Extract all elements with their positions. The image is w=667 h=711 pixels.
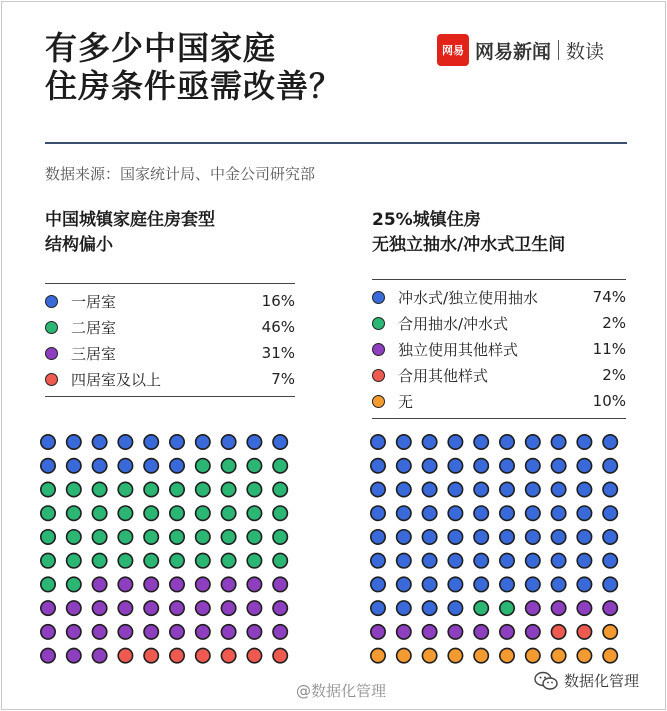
waffle-dot-二居室: [67, 482, 81, 496]
waffle-dot-冲水式/独立使用抽水: [474, 435, 488, 449]
waffle-dot-二居室: [41, 553, 55, 567]
legend-item: [45, 314, 295, 340]
header-divider: [45, 142, 627, 144]
legend-label: 无: [398, 392, 414, 411]
waffle-dot-冲水式/独立使用抽水: [526, 482, 540, 496]
legend-value: 16%: [261, 292, 295, 310]
legend-swatch: [372, 369, 385, 382]
waffle-dot-冲水式/独立使用抽水: [371, 482, 385, 496]
waffle-dot-一居室: [92, 459, 106, 473]
waffle-dot-冲水式/独立使用抽水: [448, 601, 462, 615]
legend-label: 四居室及以上: [71, 370, 162, 389]
waffle-dot-冲水式/独立使用抽水: [397, 601, 411, 615]
waffle-dot-三居室: [144, 601, 158, 615]
waffle-dot-冲水式/独立使用抽水: [448, 530, 462, 544]
waffle-dot-二居室: [92, 553, 106, 567]
waffle-dot-冲水式/独立使用抽水: [500, 435, 514, 449]
waffle-dot-二居室: [221, 506, 235, 520]
waffle-dot-二居室: [170, 553, 184, 567]
waffle-dot-无: [371, 648, 385, 662]
waffle-dot-冲水式/独立使用抽水: [500, 482, 514, 496]
waffle-dot-二居室: [170, 506, 184, 520]
waffle-dot-二居室: [41, 530, 55, 544]
waffle-dot-独立使用其他样式: [448, 625, 462, 639]
waffle-dot-三居室: [118, 577, 132, 591]
waffle-dot-二居室: [221, 553, 235, 567]
waffle-dot-无: [603, 625, 617, 639]
waffle-dot-二居室: [67, 506, 81, 520]
waffle-dot-冲水式/独立使用抽水: [577, 435, 591, 449]
legend-label: 合用抽水/冲水式: [398, 314, 509, 333]
waffle-dot-一居室: [273, 435, 287, 449]
waffle-dot-冲水式/独立使用抽水: [603, 435, 617, 449]
waffle-dot-二居室: [196, 553, 210, 567]
waffle-dot-一居室: [144, 435, 158, 449]
legend-value: 46%: [261, 318, 295, 336]
waffle-dot-冲水式/独立使用抽水: [448, 482, 462, 496]
waffle-dot-无: [603, 648, 617, 662]
legend-label: 二居室: [71, 318, 117, 337]
legend-item: [372, 336, 626, 362]
waffle-dot-二居室: [41, 506, 55, 520]
waffle-dot-二居室: [221, 530, 235, 544]
waffle-dot-独立使用其他样式: [551, 601, 565, 615]
waffle-dot-合用抽水/冲水式: [500, 601, 514, 615]
waffle-dot-二居室: [273, 459, 287, 473]
waffle-dot-四居室及以上: [170, 648, 184, 662]
waffle-dot-二居室: [221, 482, 235, 496]
legend-item: [45, 366, 295, 392]
waffle-dot-二居室: [41, 482, 55, 496]
waffle-dot-三居室: [41, 625, 55, 639]
waffle-dot-二居室: [247, 553, 261, 567]
waffle-dot-冲水式/独立使用抽水: [603, 506, 617, 520]
waffle-dot-三居室: [273, 625, 287, 639]
waffle-dot-冲水式/独立使用抽水: [422, 553, 436, 567]
waffle-dot-独立使用其他样式: [526, 625, 540, 639]
legend-item: [372, 310, 626, 336]
waffle-dot-三居室: [247, 601, 261, 615]
waffle-dot-无: [577, 648, 591, 662]
waffle-dot-冲水式/独立使用抽水: [474, 530, 488, 544]
waffle-dot-冲水式/独立使用抽水: [422, 530, 436, 544]
left-title-line-1: 中国城镇家庭住房套型: [45, 210, 215, 230]
waffle-dot-冲水式/独立使用抽水: [526, 506, 540, 520]
waffle-dot-冲水式/独立使用抽水: [526, 577, 540, 591]
waffle-dot-冲水式/独立使用抽水: [526, 435, 540, 449]
waffle-dot-冲水式/独立使用抽水: [371, 553, 385, 567]
legend-swatch: [45, 347, 58, 360]
waffle-dot-二居室: [196, 530, 210, 544]
waffle-dot-二居室: [273, 506, 287, 520]
waffle-dot-三居室: [170, 577, 184, 591]
waffle-dot-二居室: [247, 482, 261, 496]
waffle-dot-一居室: [67, 435, 81, 449]
waffle-dot-合用抽水/冲水式: [474, 601, 488, 615]
waffle-dot-三居室: [67, 601, 81, 615]
left-legend: [45, 283, 295, 397]
waffle-dot-三居室: [144, 625, 158, 639]
waffle-dot-三居室: [247, 625, 261, 639]
left-panel-title: [45, 208, 215, 258]
waffle-dot-二居室: [118, 506, 132, 520]
brand-name: 网易新闻: [475, 40, 552, 63]
waffle-dot-独立使用其他样式: [474, 625, 488, 639]
waffle-dot-无: [500, 648, 514, 662]
right-waffle-chart: [366, 430, 628, 675]
waffle-dot-四居室及以上: [247, 648, 261, 662]
legend-item: [45, 340, 295, 366]
waffle-dot-冲水式/独立使用抽水: [500, 530, 514, 544]
brand: [437, 33, 604, 67]
waffle-dot-冲水式/独立使用抽水: [397, 553, 411, 567]
waffle-dot-三居室: [67, 648, 81, 662]
waffle-dot-四居室及以上: [118, 648, 132, 662]
netease-logo-icon: 网易: [437, 34, 469, 66]
waffle-dot-冲水式/独立使用抽水: [397, 459, 411, 473]
waffle-dot-冲水式/独立使用抽水: [371, 577, 385, 591]
waffle-dot-二居室: [144, 553, 158, 567]
legend-swatch: [372, 395, 385, 408]
waffle-dot-冲水式/独立使用抽水: [526, 459, 540, 473]
waffle-dot-冲水式/独立使用抽水: [577, 482, 591, 496]
waffle-dot-三居室: [118, 601, 132, 615]
legend-item: [45, 288, 295, 314]
waffle-dot-无: [422, 648, 436, 662]
waffle-dot-无: [474, 648, 488, 662]
waffle-dot-二居室: [118, 553, 132, 567]
waffle-dot-独立使用其他样式: [603, 601, 617, 615]
waffle-dot-一居室: [67, 459, 81, 473]
legend-value: 31%: [261, 344, 295, 362]
waffle-dot-冲水式/独立使用抽水: [397, 435, 411, 449]
waffle-dot-一居室: [92, 435, 106, 449]
wechat-label: 数据化管理: [564, 672, 640, 690]
waffle-dot-无: [397, 648, 411, 662]
waffle-dot-一居室: [170, 459, 184, 473]
waffle-dot-一居室: [41, 435, 55, 449]
legend-swatch: [372, 317, 385, 330]
waffle-dot-冲水式/独立使用抽水: [577, 506, 591, 520]
waffle-dot-独立使用其他样式: [577, 601, 591, 615]
waffle-dot-冲水式/独立使用抽水: [474, 553, 488, 567]
legend-item: [372, 388, 626, 414]
waffle-dot-四居室及以上: [273, 648, 287, 662]
waffle-dot-冲水式/独立使用抽水: [603, 482, 617, 496]
waffle-dot-二居室: [221, 459, 235, 473]
waffle-dot-冲水式/独立使用抽水: [551, 506, 565, 520]
legend-bottom-rule: [372, 418, 626, 419]
waffle-dot-冲水式/独立使用抽水: [397, 530, 411, 544]
waffle-dot-二居室: [92, 506, 106, 520]
waffle-dot-三居室: [92, 625, 106, 639]
legend-value: 74%: [592, 288, 626, 306]
waffle-dot-冲水式/独立使用抽水: [397, 482, 411, 496]
waffle-dot-冲水式/独立使用抽水: [500, 459, 514, 473]
waffle-dot-冲水式/独立使用抽水: [551, 553, 565, 567]
legend-swatch: [372, 343, 385, 356]
waffle-dot-二居室: [170, 530, 184, 544]
legend-value: 2%: [602, 366, 626, 384]
brand-subtitle: 数读: [566, 40, 605, 63]
waffle-dot-二居室: [67, 553, 81, 567]
waffle-dot-冲水式/独立使用抽水: [551, 435, 565, 449]
waffle-dot-一居室: [170, 435, 184, 449]
waffle-dot-冲水式/独立使用抽水: [371, 435, 385, 449]
waffle-dot-一居室: [247, 435, 261, 449]
waffle-dot-二居室: [67, 530, 81, 544]
left-waffle-chart: [36, 430, 298, 675]
waffle-dot-冲水式/独立使用抽水: [371, 530, 385, 544]
legend-swatch: [45, 295, 58, 308]
waffle-dot-冲水式/独立使用抽水: [474, 506, 488, 520]
waffle-dot-一居室: [221, 435, 235, 449]
waffle-dot-三居室: [92, 577, 106, 591]
waffle-dot-独立使用其他样式: [371, 625, 385, 639]
waffle-dot-四居室及以上: [144, 648, 158, 662]
waffle-dot-三居室: [273, 577, 287, 591]
waffle-dot-独立使用其他样式: [500, 625, 514, 639]
waffle-dot-冲水式/独立使用抽水: [551, 482, 565, 496]
waffle-dot-合用其他样式: [551, 625, 565, 639]
waffle-dot-冲水式/独立使用抽水: [474, 459, 488, 473]
waffle-dot-二居室: [92, 530, 106, 544]
waffle-dot-冲水式/独立使用抽水: [577, 530, 591, 544]
legend-label: 一居室: [71, 292, 117, 311]
waffle-dot-冲水式/独立使用抽水: [448, 459, 462, 473]
waffle-dot-合用其他样式: [577, 625, 591, 639]
legend-label: 合用其他样式: [398, 366, 489, 385]
waffle-dot-二居室: [67, 577, 81, 591]
waffle-dot-冲水式/独立使用抽水: [577, 459, 591, 473]
waffle-dot-三居室: [92, 648, 106, 662]
waffle-dot-冲水式/独立使用抽水: [397, 506, 411, 520]
waffle-dot-冲水式/独立使用抽水: [371, 459, 385, 473]
waffle-dot-二居室: [92, 482, 106, 496]
waffle-dot-二居室: [144, 482, 158, 496]
page-title: [45, 29, 342, 105]
waffle-dot-三居室: [144, 577, 158, 591]
waffle-dot-三居室: [118, 625, 132, 639]
waffle-dot-冲水式/独立使用抽水: [551, 577, 565, 591]
title-line-2: 住房条件亟需改善？: [45, 67, 343, 105]
waffle-dot-无: [448, 648, 462, 662]
data-source: 数据来源：国家统计局、中金公司研究部: [45, 165, 316, 183]
legend-swatch: [45, 373, 58, 386]
waffle-dot-独立使用其他样式: [422, 625, 436, 639]
waffle-dot-一居室: [196, 435, 210, 449]
waffle-dot-三居室: [41, 601, 55, 615]
waffle-dot-二居室: [273, 482, 287, 496]
waffle-dot-冲水式/独立使用抽水: [526, 553, 540, 567]
legend-swatch: [372, 291, 385, 304]
waffle-dot-二居室: [144, 506, 158, 520]
legend-bottom-rule: [45, 396, 295, 397]
waffle-dot-冲水式/独立使用抽水: [577, 577, 591, 591]
waffle-dot-冲水式/独立使用抽水: [422, 482, 436, 496]
waffle-dot-无: [551, 648, 565, 662]
waffle-dot-二居室: [196, 482, 210, 496]
waffle-dot-三居室: [196, 625, 210, 639]
waffle-dot-三居室: [196, 577, 210, 591]
waffle-dot-三居室: [273, 601, 287, 615]
waffle-dot-冲水式/独立使用抽水: [371, 601, 385, 615]
waffle-dot-一居室: [144, 459, 158, 473]
waffle-dot-一居室: [118, 459, 132, 473]
waffle-dot-二居室: [273, 553, 287, 567]
waffle-dot-冲水式/独立使用抽水: [551, 459, 565, 473]
waffle-dot-三居室: [92, 601, 106, 615]
legend-value: 2%: [602, 314, 626, 332]
waffle-dot-冲水式/独立使用抽水: [500, 553, 514, 567]
waffle-dot-四居室及以上: [221, 648, 235, 662]
legend-swatch: [45, 321, 58, 334]
waffle-dot-冲水式/独立使用抽水: [500, 577, 514, 591]
legend-value: 7%: [271, 370, 295, 388]
waffle-dot-冲水式/独立使用抽水: [422, 601, 436, 615]
waffle-dot-冲水式/独立使用抽水: [371, 506, 385, 520]
waffle-dot-冲水式/独立使用抽水: [474, 482, 488, 496]
waffle-dot-二居室: [170, 482, 184, 496]
waffle-dot-二居室: [273, 530, 287, 544]
waffle-dot-冲水式/独立使用抽水: [474, 577, 488, 591]
waffle-dot-二居室: [118, 482, 132, 496]
right-title-line-2: 无独立抽水/冲水式卫生间: [372, 235, 566, 255]
right-legend: [372, 279, 626, 419]
waffle-dot-冲水式/独立使用抽水: [526, 530, 540, 544]
waffle-dot-二居室: [247, 506, 261, 520]
waffle-dot-冲水式/独立使用抽水: [422, 506, 436, 520]
waffle-dot-冲水式/独立使用抽水: [603, 553, 617, 567]
wechat-icon: [534, 671, 558, 691]
waffle-dot-冲水式/独立使用抽水: [603, 459, 617, 473]
wechat-watermark: [534, 670, 639, 691]
waffle-dot-冲水式/独立使用抽水: [500, 506, 514, 520]
waffle-dot-二居室: [196, 459, 210, 473]
waffle-dot-无: [526, 648, 540, 662]
waffle-dot-独立使用其他样式: [397, 625, 411, 639]
waffle-dot-冲水式/独立使用抽水: [577, 553, 591, 567]
waffle-dot-三居室: [170, 601, 184, 615]
waffle-dot-冲水式/独立使用抽水: [448, 506, 462, 520]
waffle-dot-冲水式/独立使用抽水: [422, 459, 436, 473]
waffle-dot-三居室: [170, 625, 184, 639]
waffle-dot-四居室及以上: [196, 648, 210, 662]
waffle-dot-冲水式/独立使用抽水: [448, 553, 462, 567]
waffle-dot-二居室: [247, 459, 261, 473]
waffle-dot-二居室: [118, 530, 132, 544]
waffle-dot-三居室: [41, 648, 55, 662]
legend-value: 11%: [592, 340, 626, 358]
waffle-dot-冲水式/独立使用抽水: [422, 577, 436, 591]
title-line-1: 有多少中国家庭: [45, 29, 277, 67]
legend-value: 10%: [592, 392, 626, 410]
waffle-dot-三居室: [67, 625, 81, 639]
waffle-dot-二居室: [247, 530, 261, 544]
legend-label: 独立使用其他样式: [398, 340, 519, 359]
waffle-dot-二居室: [41, 577, 55, 591]
legend-label: 三居室: [71, 344, 117, 363]
waffle-dot-二居室: [144, 530, 158, 544]
waffle-dot-三居室: [221, 601, 235, 615]
waffle-dot-三居室: [247, 577, 261, 591]
legend-item: [372, 284, 626, 310]
legend-item: [372, 362, 626, 388]
waffle-dot-冲水式/独立使用抽水: [422, 435, 436, 449]
waffle-dot-独立使用其他样式: [526, 601, 540, 615]
brand-separator: [558, 40, 559, 60]
legend-label: 冲水式/独立使用抽水: [398, 288, 539, 307]
waffle-dot-三居室: [221, 625, 235, 639]
waffle-dot-冲水式/独立使用抽水: [603, 577, 617, 591]
waffle-dot-三居室: [196, 601, 210, 615]
waffle-dot-冲水式/独立使用抽水: [551, 530, 565, 544]
weibo-watermark: @数据化管理: [296, 682, 387, 700]
waffle-dot-二居室: [196, 506, 210, 520]
left-title-line-2: 结构偏小: [45, 235, 113, 255]
waffle-dot-冲水式/独立使用抽水: [448, 435, 462, 449]
waffle-dot-一居室: [118, 435, 132, 449]
waffle-dot-一居室: [41, 459, 55, 473]
right-panel-title: [372, 208, 565, 258]
right-title-line-1: 25%城镇住房: [372, 210, 481, 230]
waffle-dot-冲水式/独立使用抽水: [397, 577, 411, 591]
waffle-dot-三居室: [221, 577, 235, 591]
waffle-dot-冲水式/独立使用抽水: [603, 530, 617, 544]
waffle-dot-冲水式/独立使用抽水: [448, 577, 462, 591]
